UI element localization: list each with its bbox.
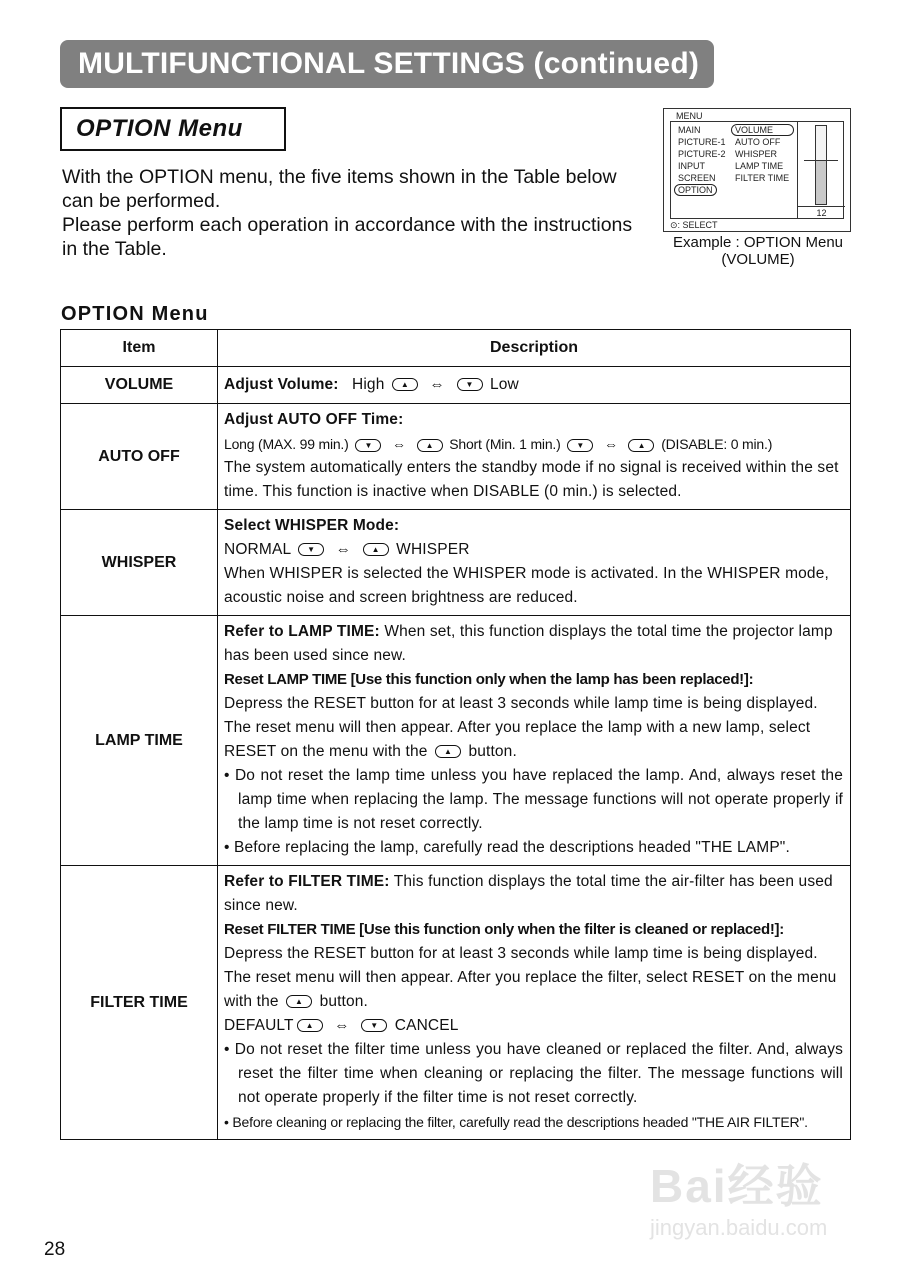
table-row-volume xyxy=(61,367,851,404)
table-header-row xyxy=(61,330,851,367)
osd-volume-value: 12 xyxy=(798,206,845,219)
up-button-icon: ▲ xyxy=(286,995,312,1008)
watermark-logo: Bai经验 xyxy=(650,1160,824,1212)
osd-footer: ⊙: SELECT xyxy=(670,220,718,230)
swap-arrow-icon: ⇔ xyxy=(603,436,618,452)
up-button-icon: ▲ xyxy=(297,1019,323,1032)
page-number: 28 xyxy=(44,1239,66,1260)
table-row-whisper xyxy=(61,510,851,616)
up-button-icon: ▲ xyxy=(363,543,389,556)
osd-right-item: AUTO OFF xyxy=(735,137,781,147)
swap-arrow-icon: ⇔ xyxy=(429,375,446,393)
down-button-icon: ▼ xyxy=(457,378,483,391)
down-button-icon: ▼ xyxy=(567,439,593,452)
osd-panel xyxy=(670,121,844,219)
desc-lamp-time: Refer to LAMP TIME: When set, this function displays the total time the projector lamp has been used since new. Reset LAMP TIME [Use this function only when the lamp has been replaced!]: Depress the RESET button for at least 3 seconds while lamp time is being displayed. The reset menu will then appear. After you replace the lamp with a new lamp, select RESET on the menu with the ▲ button. • Do not reset the lamp time unless you have replaced the lamp. And, always reset the lamp time when replacing the lamp. The message functions will not operate properly if the lamp time is not reset correctly. • Before replacing the lamp, carefully read the descriptions headed "THE LAMP". xyxy=(218,616,851,866)
item-filter-time: FILTER TIME xyxy=(61,866,218,1140)
up-button-icon: ▲ xyxy=(392,378,418,391)
desc-volume: Adjust Volume: High ▲ ⇔ ▼ Low xyxy=(218,367,851,404)
item-auto-off: AUTO OFF xyxy=(61,404,218,510)
table-row-filter-time xyxy=(61,866,851,1140)
osd-right-item: WHISPER xyxy=(735,149,778,159)
osd-volume-knob xyxy=(804,160,838,161)
osd-right-item: LAMP TIME xyxy=(735,161,784,171)
osd-left-item-selected: OPTION xyxy=(678,184,726,196)
section-title: OPTION Menu xyxy=(60,107,286,151)
osd-right-list xyxy=(735,124,794,184)
swap-arrow-icon: ⇔ xyxy=(335,541,352,558)
osd-left-item: PICTURE-2 xyxy=(678,149,726,159)
osd-left-list xyxy=(678,124,726,196)
up-button-icon: ▲ xyxy=(628,439,654,452)
swap-arrow-icon: ⇔ xyxy=(392,436,406,452)
down-button-icon: ▼ xyxy=(298,543,324,556)
watermark-url: jingyan.baidu.com xyxy=(650,1215,828,1240)
osd-left-item: PICTURE-1 xyxy=(678,137,726,147)
swap-arrow-icon: ⇔ xyxy=(334,1017,350,1034)
table-row-lamp-time xyxy=(61,616,851,866)
col-header-description: Description xyxy=(218,330,851,367)
osd-caption: Example : OPTION Menu (VOLUME) xyxy=(672,234,844,268)
table-row-auto-off xyxy=(61,404,851,510)
desc-auto-off: Adjust AUTO OFF Time: Long (MAX. 99 min.) ▼ ⇔ ▲ Short (Min. 1 min.) ▼ ⇔ ▲ (DISABLE: 0 min.) The system automatically enters the standby mode if no signal is received within the set time. This function is inactive when DISABLE (0 min.) is selected. xyxy=(218,404,851,510)
item-lamp-time: LAMP TIME xyxy=(61,616,218,866)
osd-menu-title: MENU xyxy=(676,111,703,121)
table-heading: OPTION Menu xyxy=(61,303,209,325)
osd-volume-bar xyxy=(815,125,827,205)
down-button-icon: ▼ xyxy=(355,439,381,452)
osd-right-item-selected: VOLUME xyxy=(735,124,794,136)
col-header-item: Item xyxy=(61,330,218,367)
desc-whisper: Select WHISPER Mode: NORMAL ▼ ⇔ ▲ WHISPER When WHISPER is selected the WHISPER mode is activated. In the WHISPER mode, acoustic noise and screen brightness are reduced. xyxy=(218,510,851,616)
item-volume: VOLUME xyxy=(61,367,218,404)
osd-example xyxy=(663,108,851,232)
up-button-icon: ▲ xyxy=(417,439,443,452)
intro-line-2: Please perform each operation in accordance with the instructions in the Table. xyxy=(62,214,633,260)
option-table xyxy=(60,329,851,1140)
intro-line-1: With the OPTION menu, the five items shown in the Table below can be performed. xyxy=(62,166,617,212)
page-header: MULTIFUNCTIONAL SETTINGS (continued) xyxy=(60,40,714,88)
desc-filter-time: Refer to FILTER TIME: This function displays the total time the air-filter has been used since new. Reset FILTER TIME [Use this function only when the filter is cleaned or replaced!]: Depress the RESET button for at least 3 seconds while lamp time is being displayed. The reset menu will then appear. After you replace the filter, select RESET on the menu with the ▲ button. DEFAULT ▲ ⇔ ▼ CANCEL • Do not reset the filter time unless you have cleaned or replaced the filter. And, always reset the filter time when cleaning or replacing the filter. The message functions will not operate properly if the filter time is not reset correctly. • Before cleaning or replacing the filter, carefully read the descriptions headed "THE AIR FILTER". xyxy=(218,866,851,1140)
up-button-icon: ▲ xyxy=(435,745,461,758)
osd-left-item: SCREEN xyxy=(678,173,716,183)
osd-volume-fill xyxy=(816,161,826,204)
osd-right-item: FILTER TIME xyxy=(735,173,790,183)
osd-left-item: INPUT xyxy=(678,161,705,171)
down-button-icon: ▼ xyxy=(361,1019,387,1032)
item-whisper: WHISPER xyxy=(61,510,218,616)
osd-left-item: MAIN xyxy=(678,125,701,135)
intro-text xyxy=(62,165,652,261)
osd-volume-panel xyxy=(797,121,844,219)
select-icon: ⊙ xyxy=(670,220,678,230)
